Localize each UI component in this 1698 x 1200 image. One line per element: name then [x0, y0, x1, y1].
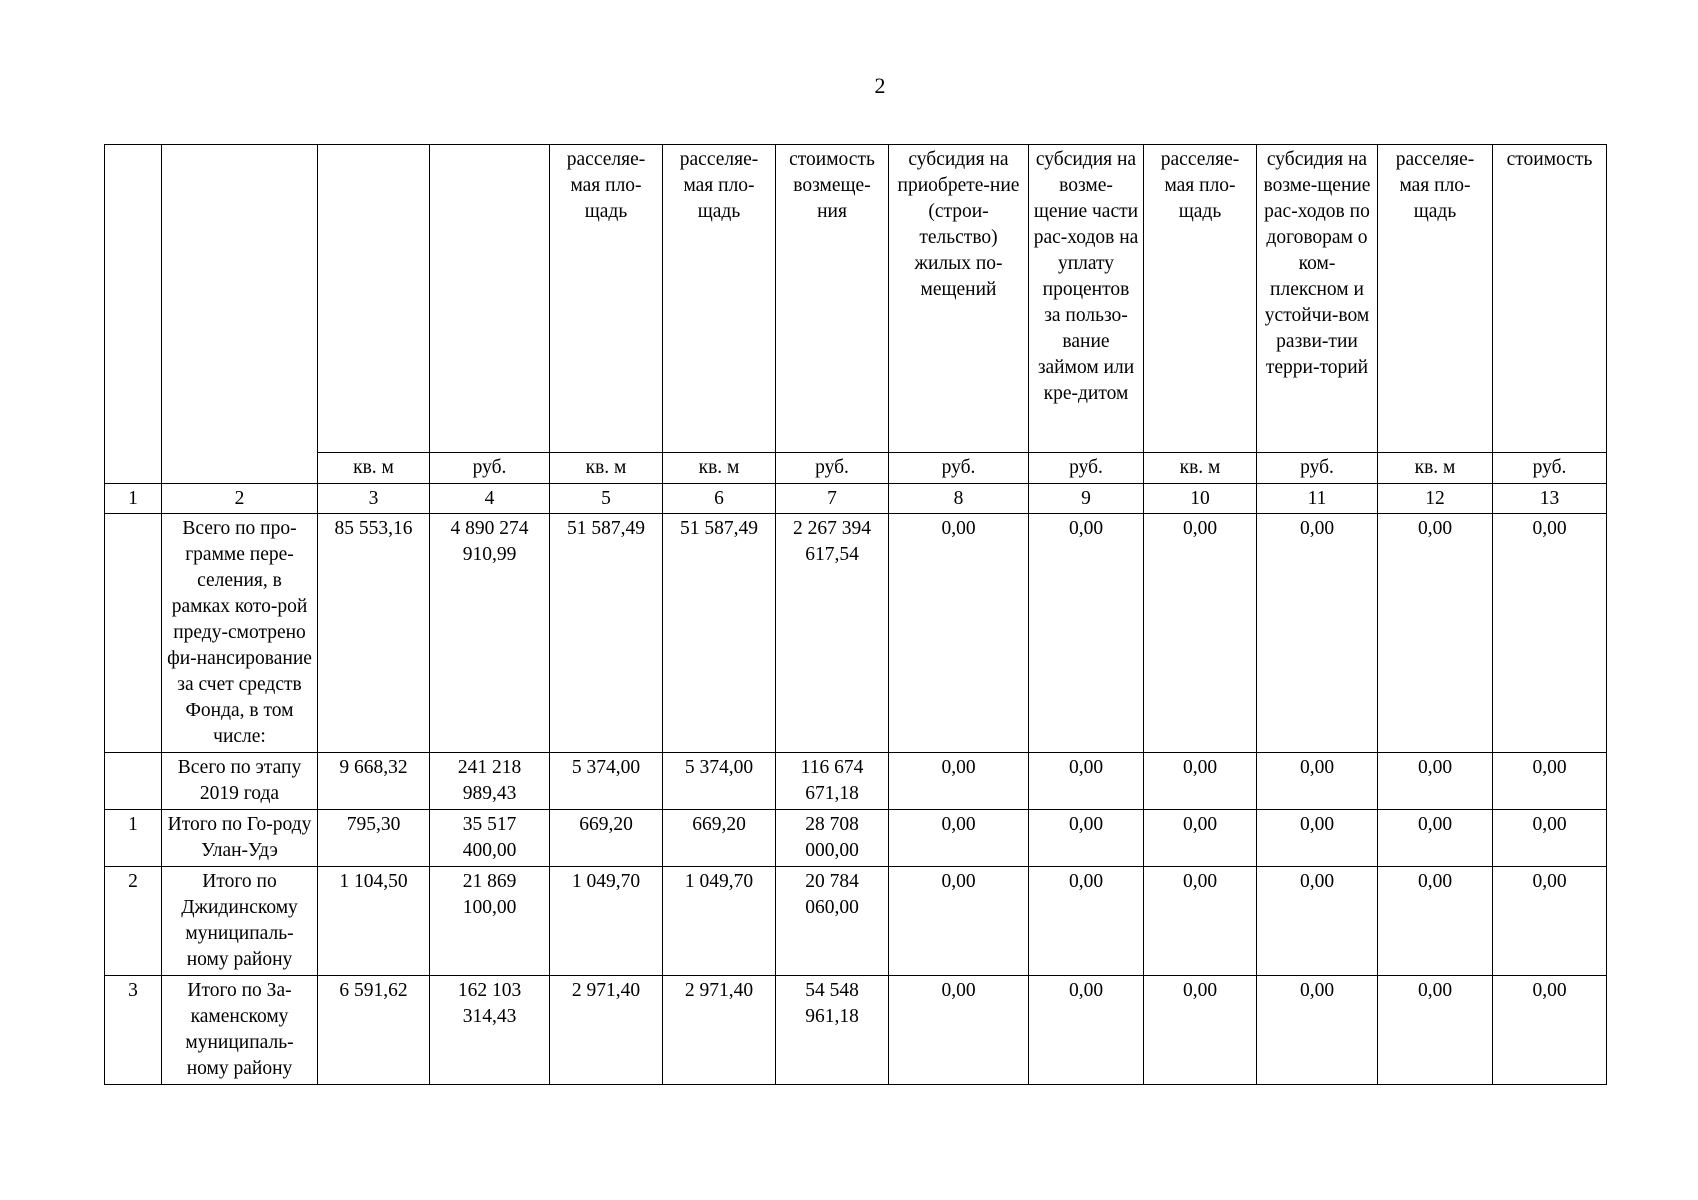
row-name: Итого по Го-роду Улан-Удэ: [162, 810, 318, 867]
unit-cell: руб.: [1257, 453, 1378, 484]
column-number-cell: 8: [889, 484, 1029, 514]
cell-value: 116 674 671,18: [776, 753, 889, 810]
header-cell: стоимость возмеще-ния: [776, 145, 889, 453]
unit-cell: кв. м: [663, 453, 776, 484]
table-row: [105, 867, 1607, 976]
cell-value: 0,00: [889, 753, 1029, 810]
cell-value: 0,00: [889, 810, 1029, 867]
header-cell: субсидия на возме-щение части рас-ходов на уплату процентов за пользо-вание займом или кре-дитом: [1029, 145, 1144, 453]
column-number-cell: 9: [1029, 484, 1144, 514]
unit-cell: кв. м: [318, 453, 430, 484]
cell-value: 35 517 400,00: [430, 810, 550, 867]
row-name: Итого по За-каменскому муниципаль-ному району: [162, 976, 318, 1085]
cell-value: 0,00: [1493, 514, 1607, 753]
cell-value: 0,00: [889, 514, 1029, 753]
cell-value: 241 218 989,43: [430, 753, 550, 810]
cell-value: 5 374,00: [663, 753, 776, 810]
cell-value: 0,00: [1144, 976, 1257, 1085]
header-cell: расселяе-мая пло-щадь: [663, 145, 776, 453]
column-number-cell: 10: [1144, 484, 1257, 514]
cell-value: 0,00: [1257, 753, 1378, 810]
unit-cell: кв. м: [1378, 453, 1493, 484]
cell-value: 51 587,49: [663, 514, 776, 753]
row-name: Всего по про-грамме пере-селения, в рамках кото-рой преду-смотрено фи-нансирование за счет средств Фонда, в том числе:: [162, 514, 318, 753]
unit-cell: кв. м: [1144, 453, 1257, 484]
table-row: [105, 976, 1607, 1085]
column-number-cell: 13: [1493, 484, 1607, 514]
header-row: [105, 145, 1607, 453]
table-body: [105, 145, 1607, 1085]
cell-value: 0,00: [1144, 867, 1257, 976]
cell-value: 0,00: [1378, 753, 1493, 810]
unit-cell: руб.: [1493, 453, 1607, 484]
unit-cell: кв. м: [550, 453, 663, 484]
cell-value: 0,00: [1144, 810, 1257, 867]
column-number-row: [105, 484, 1607, 514]
row-name: Всего по этапу 2019 года: [162, 753, 318, 810]
cell-value: 1 049,70: [663, 867, 776, 976]
cell-value: 0,00: [1378, 867, 1493, 976]
column-number-cell: 5: [550, 484, 663, 514]
cell-value: 0,00: [1257, 976, 1378, 1085]
unit-cell: руб.: [776, 453, 889, 484]
cell-value: 1 104,50: [318, 867, 430, 976]
cell-value: 0,00: [1493, 753, 1607, 810]
header-cell: [318, 145, 430, 453]
column-number-cell: 1: [105, 484, 162, 514]
column-number-cell: 11: [1257, 484, 1378, 514]
cell-value: 0,00: [1029, 514, 1144, 753]
cell-value: 2 971,40: [663, 976, 776, 1085]
row-number: [105, 753, 162, 810]
row-number: 3: [105, 976, 162, 1085]
cell-value: 2 267 394 617,54: [776, 514, 889, 753]
cell-value: 51 587,49: [550, 514, 663, 753]
cell-value: 0,00: [1493, 867, 1607, 976]
header-cell: расселяе-мая пло-щадь: [550, 145, 663, 453]
header-cell: [162, 145, 318, 484]
cell-value: 0,00: [889, 976, 1029, 1085]
table-row: [105, 753, 1607, 810]
header-cell: субсидия на приобрете-ние (строи-тельство) жилых по-мещений: [889, 145, 1029, 453]
column-number-cell: 7: [776, 484, 889, 514]
cell-value: 795,30: [318, 810, 430, 867]
cell-value: 0,00: [1378, 976, 1493, 1085]
cell-value: 0,00: [1029, 753, 1144, 810]
header-cell: [430, 145, 550, 453]
cell-value: 0,00: [1378, 810, 1493, 867]
cell-value: 6 591,62: [318, 976, 430, 1085]
column-number-cell: 3: [318, 484, 430, 514]
cell-value: 0,00: [1493, 810, 1607, 867]
row-number: 1: [105, 810, 162, 867]
table-row: [105, 810, 1607, 867]
cell-value: 0,00: [1257, 867, 1378, 976]
column-number-cell: 4: [430, 484, 550, 514]
cell-value: 0,00: [1378, 514, 1493, 753]
cell-value: 20 784 060,00: [776, 867, 889, 976]
cell-value: 28 708 000,00: [776, 810, 889, 867]
cell-value: 0,00: [1257, 810, 1378, 867]
table-row: [105, 514, 1607, 753]
cell-value: 9 668,32: [318, 753, 430, 810]
column-number-cell: 2: [162, 484, 318, 514]
row-name: Итого по Джидинскому муниципаль-ному району: [162, 867, 318, 976]
resettlement-table: [104, 144, 1607, 1085]
cell-value: 54 548 961,18: [776, 976, 889, 1085]
units-row: [105, 453, 1607, 484]
cell-value: 0,00: [1029, 976, 1144, 1085]
column-number-cell: 6: [663, 484, 776, 514]
cell-value: 669,20: [663, 810, 776, 867]
header-cell: субсидия на возме-щение рас-ходов по договорам о ком-плексном и устойчи-вом разви-тии терри-торий: [1257, 145, 1378, 453]
column-number-cell: 12: [1378, 484, 1493, 514]
header-cell: расселяе-мая пло-щадь: [1378, 145, 1493, 453]
cell-value: 0,00: [1144, 514, 1257, 753]
unit-cell: руб.: [889, 453, 1029, 484]
cell-value: 85 553,16: [318, 514, 430, 753]
cell-value: 21 869 100,00: [430, 867, 550, 976]
cell-value: 4 890 274 910,99: [430, 514, 550, 753]
cell-value: 162 103 314,43: [430, 976, 550, 1085]
cell-value: 0,00: [889, 867, 1029, 976]
cell-value: 1 049,70: [550, 867, 663, 976]
row-number: [105, 514, 162, 753]
header-cell: расселяе-мая пло-щадь: [1144, 145, 1257, 453]
header-cell: стоимость: [1493, 145, 1607, 453]
header-cell: [105, 145, 162, 484]
cell-value: 5 374,00: [550, 753, 663, 810]
unit-cell: руб.: [430, 453, 550, 484]
cell-value: 0,00: [1144, 753, 1257, 810]
cell-value: 0,00: [1029, 867, 1144, 976]
cell-value: 669,20: [550, 810, 663, 867]
page-number: 2: [874, 73, 886, 98]
cell-value: 0,00: [1257, 514, 1378, 753]
cell-value: 2 971,40: [550, 976, 663, 1085]
unit-cell: руб.: [1029, 453, 1144, 484]
row-number: 2: [105, 867, 162, 976]
cell-value: 0,00: [1493, 976, 1607, 1085]
cell-value: 0,00: [1029, 810, 1144, 867]
